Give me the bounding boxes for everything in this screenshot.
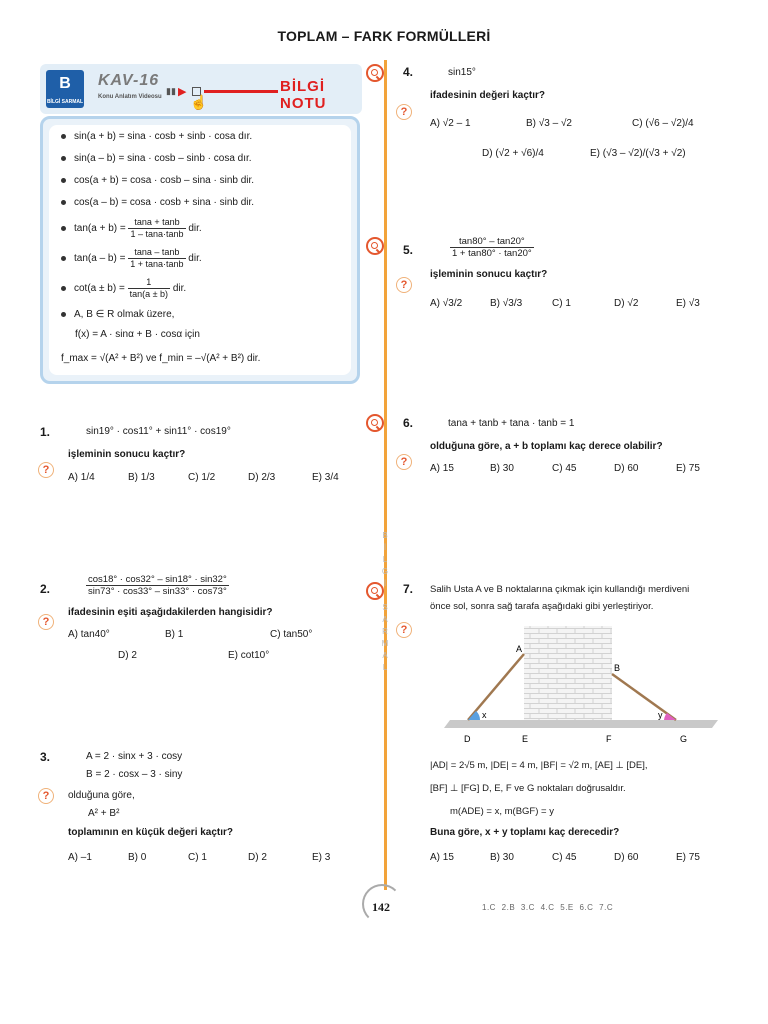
formula-cot: cot(a ± b) = $\frac{1}{\tan(a \pm b)}$ dir.	[61, 277, 186, 300]
help-icon[interactable]: ?	[38, 614, 54, 630]
question-expression: sin15°	[448, 67, 476, 78]
label-e: E	[522, 734, 529, 744]
bilgi-notu-banner	[40, 64, 362, 114]
option-d[interactable]: D) 2	[118, 650, 137, 661]
formula-list	[49, 125, 351, 375]
option-e[interactable]: E) 75	[676, 463, 700, 474]
page-title: TOPLAM – FARK FORMÜLLERİ	[277, 28, 491, 44]
help-icon[interactable]: ?	[396, 454, 412, 470]
question-text-line2: önce sol, sonra sağ tarafa aşağıdaki gibi yerleştiriyor.	[430, 601, 654, 612]
vertical-brand-letter: A	[382, 651, 388, 660]
question-number: 5.	[403, 243, 414, 257]
help-icon[interactable]: ?	[38, 788, 54, 804]
label-b: B	[614, 663, 621, 673]
given-line2: [BF] ⊥ [FG] D, E, F ve G noktaları doğrusaldır.	[430, 783, 626, 794]
expression-text: A² + B²	[88, 808, 120, 819]
vertical-brand-letter: L	[382, 663, 388, 672]
given-line3: m(ADE) = x, m(BGF) = y	[450, 806, 554, 817]
question-prompt: olduğuna göre, a + b toplamı kaç derece olabilir?	[430, 441, 663, 452]
formula-cos-sum: cos(a + b) = cosa · cosb – sina · sinb dir.	[61, 175, 254, 186]
question-text-line1: Salih Usta A ve B noktalarına çıkmak için kullandığı merdiveni	[430, 584, 690, 595]
label-g: G	[680, 734, 688, 744]
vertical-brand-letter: L	[382, 555, 388, 564]
formula-sin-diff: sin(a – b) = sina · cosb – sinb · cosa dır.	[61, 153, 252, 164]
option-a[interactable]: A) 15	[430, 463, 454, 474]
ladder-diagram	[440, 618, 730, 748]
page-number: 142	[372, 900, 390, 914]
option-d[interactable]: D) (√2 + √6)/4	[482, 148, 544, 159]
option-b[interactable]: B) 30	[490, 852, 514, 863]
option-c[interactable]: C) (√6 – √2)/4	[632, 118, 694, 129]
vertical-brand-letter: M	[381, 639, 389, 648]
video-subtitle: Konu Anlatım Videosu	[98, 94, 162, 100]
option-a[interactable]: A) √3/2	[430, 298, 463, 309]
help-icon[interactable]: ?	[396, 104, 412, 120]
formula-condition: A, B ∈ R olmak üzere,	[61, 309, 174, 320]
vertical-brand-letter: G	[381, 567, 389, 576]
label-f: F	[606, 734, 612, 744]
option-a[interactable]: A) 1/4	[68, 472, 95, 483]
formula-function: f(x) = A · sinα + B · cosα için	[75, 329, 200, 340]
condition-text: olduğuna göre,	[68, 790, 135, 801]
question-expression: tana + tanb + tana · tanb = 1	[448, 418, 575, 429]
option-d[interactable]: D) 2	[248, 852, 267, 863]
formula-cos-diff: cos(a – b) = cosa · cosb + sina · sinb dir.	[61, 197, 254, 208]
bilgi-notu-heading: BİLGİ NOTU	[280, 78, 327, 112]
vertical-brand	[378, 530, 392, 674]
option-e[interactable]: E) 75	[676, 852, 700, 863]
vertical-brand-letter: İ	[383, 543, 387, 552]
formula-sin-sum: sin(a + b) = sina · cosb + sinb · cosa dır.	[61, 131, 252, 142]
option-c[interactable]: C) 45	[552, 852, 577, 863]
question-fraction: $\frac{\cos 18^\circ \cdot \cos 32^\circ - \sin 18^\circ \cdot \sin 32^\circ}{\sin 73^\circ \cdot \cos 33^\circ - \sin 33^\circ \cdot \cos 73^\circ}$	[88, 574, 227, 597]
option-e[interactable]: E) 3	[312, 852, 331, 863]
option-d[interactable]: D) 60	[614, 463, 639, 474]
column-divider	[384, 60, 387, 890]
option-c[interactable]: C) 1/2	[188, 472, 216, 483]
option-e[interactable]: E) cot10°	[228, 650, 270, 661]
label-y: y	[658, 710, 663, 720]
brick-wall	[524, 626, 612, 722]
label-d: D	[464, 734, 471, 744]
help-icon[interactable]: ?	[396, 277, 412, 293]
option-b[interactable]: B) √3/3	[490, 298, 523, 309]
question-prompt: işleminin sonucu kaçtır?	[430, 269, 548, 280]
pause-icon[interactable]: ▮▮	[166, 86, 176, 96]
question-prompt: ifadesinin değeri kaçtır?	[430, 90, 546, 101]
search-icon[interactable]	[366, 582, 384, 600]
hand-cursor-icon: ☝	[190, 94, 208, 110]
question-number: 3.	[40, 750, 51, 764]
question-prompt: toplamının en küçük değeri kaçtır?	[68, 827, 234, 838]
video-code: KAV-16	[98, 72, 160, 89]
progress-bar[interactable]	[204, 90, 278, 93]
option-c[interactable]: C) 1	[188, 852, 207, 863]
option-b[interactable]: B) 1/3	[128, 472, 155, 483]
equation-a: A = 2 · sinx + 3 · cosy	[86, 751, 183, 762]
question-number: 2.	[40, 582, 51, 596]
question-number: 4.	[403, 65, 414, 79]
publisher-logo: B BİLGİ SARMAL	[46, 70, 84, 108]
vertical-brand-letter: B	[382, 531, 388, 540]
option-d[interactable]: D) 60	[614, 852, 639, 863]
question-number: 1.	[40, 425, 51, 439]
option-d[interactable]: D) √2	[614, 298, 639, 309]
search-icon[interactable]	[366, 64, 384, 82]
label-x: x	[482, 710, 487, 720]
question-prompt: ifadesinin eşiti aşağıdakilerden hangisidir?	[68, 607, 273, 618]
option-b[interactable]: B) √3 – √2	[526, 118, 572, 129]
option-c[interactable]: C) tan50°	[270, 629, 313, 640]
option-b[interactable]: B) 30	[490, 463, 514, 474]
formula-tan-sum: tan(a + b) = $\frac{\tan a + \tan b}{1 - \tan a\cdot\tan b}$ dir.	[61, 217, 202, 240]
vertical-brand-letter: İ	[383, 579, 387, 588]
ground	[444, 720, 718, 728]
question-prompt: işleminin sonucu kaçtır?	[68, 449, 186, 460]
formula-tan-diff: tan(a – b) = $\frac{\tan a - \tan b}{1 + \tan a\cdot\tan b}$ dir.	[61, 247, 202, 270]
option-a[interactable]: A) √2 – 1	[430, 118, 471, 129]
question-prompt: Buna göre, x + y toplamı kaç derecedir?	[430, 827, 620, 838]
question-number: 7.	[403, 582, 414, 596]
option-c[interactable]: C) 45	[552, 463, 577, 474]
help-icon[interactable]: ?	[38, 462, 54, 478]
option-e[interactable]: E) 3/4	[312, 472, 339, 483]
left-ladder	[468, 654, 524, 720]
option-e[interactable]: E) √3	[676, 298, 700, 309]
help-icon[interactable]: ?	[396, 622, 412, 638]
search-icon[interactable]	[366, 414, 384, 432]
label-a: A	[516, 644, 523, 654]
option-d[interactable]: D) 2/3	[248, 472, 276, 483]
right-ladder	[612, 674, 676, 720]
vertical-brand-letter: R	[382, 627, 388, 636]
option-a[interactable]: A) –1	[68, 852, 92, 863]
formula-max-min: f_max = √(A² + B²) ve f_min = –√(A² + B²) dir.	[61, 353, 261, 364]
option-a[interactable]: A) 15	[430, 852, 454, 863]
option-c[interactable]: C) 1	[552, 298, 571, 309]
given-line1: |AD| = 2√5 m, |DE| = 4 m, |BF| = √2 m, [AE] ⊥ [DE],	[430, 760, 648, 771]
option-b[interactable]: B) 1	[165, 629, 184, 640]
question-fraction: $\frac{\tan 80^\circ - \tan 20^\circ}{1 + \tan 80^\circ \cdot \tan 20^\circ}$	[452, 236, 532, 259]
option-e[interactable]: E) (√3 – √2)/(√3 + √2)	[590, 148, 686, 159]
vertical-brand-letter: S	[382, 603, 388, 612]
equation-b: B = 2 · cosx – 3 · siny	[86, 769, 183, 780]
vertical-brand-letter: A	[382, 615, 388, 624]
answer-key: 1.C 2.B 3.C 4.C 5.E 6.C 7.C	[482, 903, 614, 912]
play-icon[interactable]: ▶	[178, 86, 187, 98]
formula-box	[40, 116, 360, 384]
option-b[interactable]: B) 0	[128, 852, 147, 863]
question-number: 6.	[403, 416, 414, 430]
search-icon[interactable]	[366, 237, 384, 255]
option-a[interactable]: A) tan40°	[68, 629, 110, 640]
question-expression: sin19° · cos11° + sin11° · cos19°	[86, 426, 231, 437]
